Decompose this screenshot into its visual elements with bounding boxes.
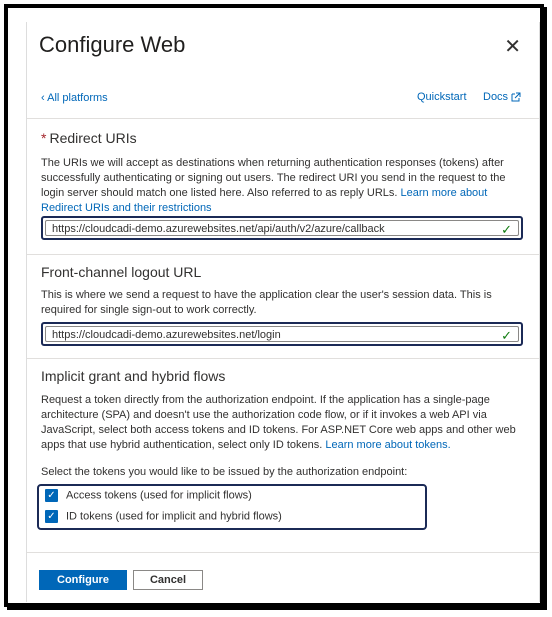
token-checkbox-highlight <box>37 484 427 530</box>
id-tokens-label: ID tokens (used for implicit and hybrid flows) <box>66 510 282 523</box>
external-link-icon <box>511 92 521 102</box>
cancel-button[interactable]: Cancel <box>133 570 203 590</box>
implicit-desc-text: Request a token directly from the authorization endpoint. If the application has a single-page architecture (SPA) and doesn't use the authorization code flow, or if it invokes a web API via JavaScript, select both access tokens and ID tokens. For ASP.NET Core web apps and other web apps that use hybrid authentication, select only ID tokens. <box>41 394 516 451</box>
implicit-description <box>41 393 527 453</box>
configure-button[interactable]: Configure <box>39 570 127 590</box>
valid-check-icon: ✓ <box>501 222 512 237</box>
redirect-heading <box>41 130 137 146</box>
redirect-uri-highlight <box>41 216 523 240</box>
logout-url-value: https://cloudcadi-demo.azurewebsites.net/login <box>52 329 281 341</box>
id-tokens-checkbox[interactable] <box>45 510 282 523</box>
logout-description: This is where we send a request to have the application clear the user's session data. This is required for single sign-out to work correctly. <box>41 289 492 316</box>
divider <box>27 358 539 359</box>
panel-title: Configure Web <box>39 32 186 57</box>
divider <box>27 118 539 119</box>
access-tokens-checkbox[interactable] <box>45 489 252 502</box>
implicit-heading: Implicit grant and hybrid flows <box>41 368 226 384</box>
logout-url-highlight <box>41 322 523 346</box>
redirect-description <box>41 156 527 216</box>
checkmark-icon: ✓ <box>45 510 58 523</box>
redirect-uri-input[interactable] <box>45 220 519 236</box>
divider <box>27 254 539 255</box>
configure-web-panel <box>26 22 540 602</box>
token-select-prompt: Select the tokens you would like to be issued by the authorization endpoint: <box>41 466 408 478</box>
checkmark-icon: ✓ <box>45 489 58 502</box>
required-marker: * <box>41 130 47 146</box>
docs-label: Docs <box>483 91 509 103</box>
screenshot-frame <box>4 4 544 607</box>
tokens-learn-more-link[interactable]: Learn more about tokens. <box>325 439 451 451</box>
divider <box>27 552 539 553</box>
close-icon[interactable]: ✕ <box>504 36 521 58</box>
docs-link[interactable] <box>483 91 521 103</box>
quickstart-link[interactable]: Quickstart <box>417 91 467 103</box>
back-link[interactable] <box>41 92 108 104</box>
redirect-learn-more-link[interactable]: Learn more about Redirect URIs and their restrictions <box>41 187 488 214</box>
valid-check-icon: ✓ <box>501 328 512 343</box>
access-tokens-label: Access tokens (used for implicit flows) <box>66 489 252 502</box>
redirect-desc-text: The URIs we will accept as destinations when returning authentication responses (tokens) after successfully authenticating or signing out users. The redirect URI you send in the request to the login server should match one listed here. Also referred to as reply URLs. <box>41 157 506 199</box>
chevron-left-icon: ‹ <box>41 92 48 104</box>
logout-url-input[interactable] <box>45 326 519 342</box>
logout-heading: Front-channel logout URL <box>41 264 202 280</box>
redirect-heading-text: Redirect URIs <box>49 130 137 146</box>
back-label: All platforms <box>47 92 108 104</box>
redirect-uri-value: https://cloudcadi-demo.azurewebsites.net/api/auth/v2/azure/callback <box>52 223 385 235</box>
